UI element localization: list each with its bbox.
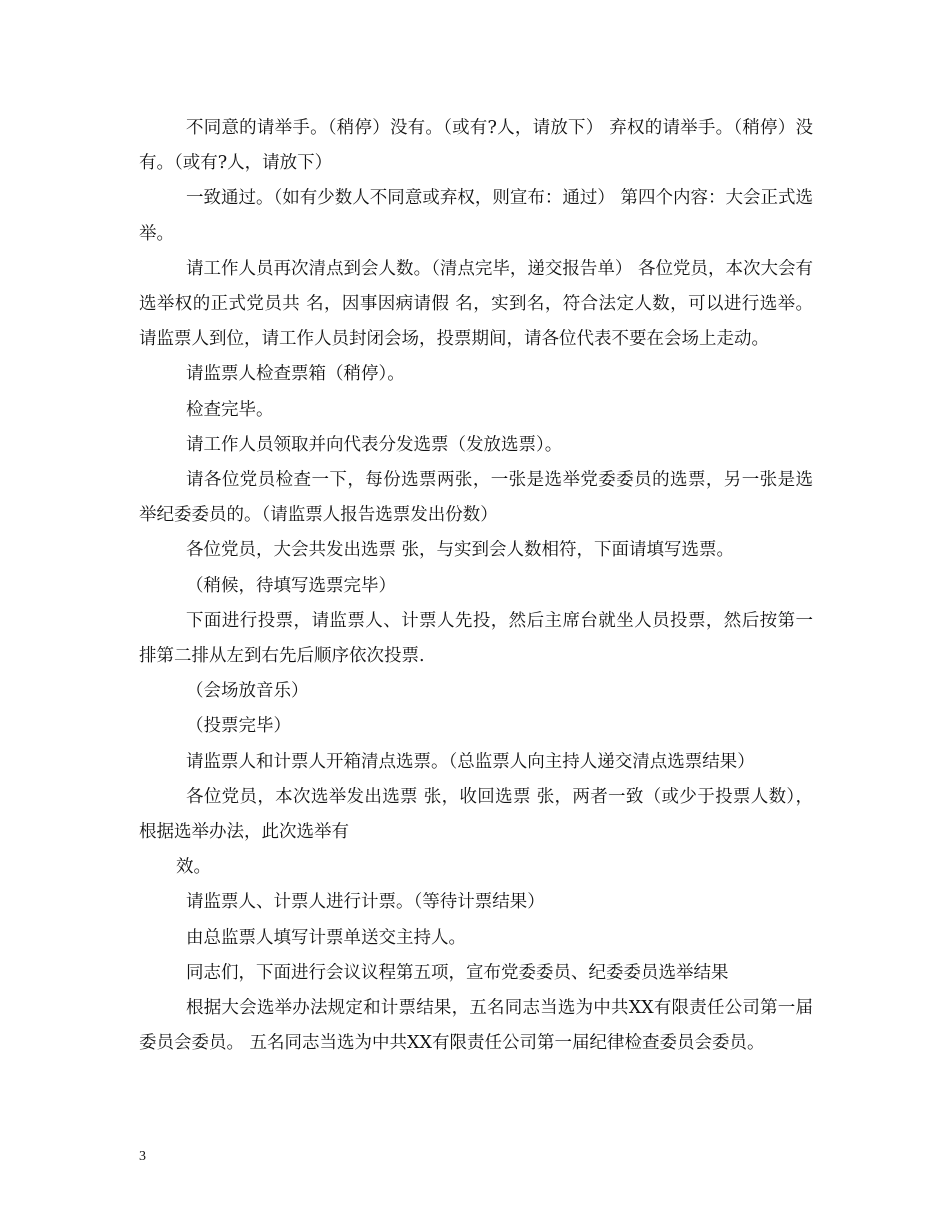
paragraph-9: （稍候，待填写选票完毕）	[186, 575, 396, 596]
paragraph-11: （会场放音乐）	[186, 681, 309, 702]
paragraph-13: 请监票人和计票人开箱清点选票。（总监票人向主持人递交清点选票结果）	[186, 751, 755, 772]
paragraph-12: （投票完毕）	[186, 716, 291, 737]
paragraph-7: 请各位党员检查一下，每份选票两张，一张是选举党委委员的选票，另一张是选举纪委委员的。（请监票人报告选票发出份数）	[139, 470, 813, 526]
paragraph-18: 同志们，下面进行会议议程第五项，宣布党委委员、纪委委员选举结果	[186, 962, 729, 983]
paragraph-6: 请工作人员领取并向代表分发选票（发放选票）。	[186, 434, 563, 455]
paragraph-10: 下面进行投票，请监票人、计票人先投，然后主席台就坐人员投票，然后按第一排第二排从左到右先后顺序依次投票.	[139, 610, 813, 667]
paragraph-19: 根据大会选举办法规定和计票结果，五名同志当选为中共XX有限责任公司第一届委员会委员。 五名同志当选为中共XX有限责任公司第一届纪律检查委员会委员。	[139, 998, 813, 1054]
paragraph-4: 请监票人检查票箱（稍停）。	[186, 364, 405, 385]
paragraph-8: 各位党员，大会共发出选票 张，与实到会人数相符，下面请填写选票。	[186, 540, 735, 561]
paragraph-15: 效。	[176, 857, 211, 878]
paragraph-3: 请工作人员再次清点到会人数。（清点完毕，递交报告单） 各位党员，本次大会有选举权的正式党员共 名，因事因病请假 名，实到名，符合法定人数，可以进行选举。请监票人到位，请工作人员封闭会场，投票期间，请各位代表不要在会场上走动。	[139, 258, 813, 350]
paragraph-14: 各位党员，本次选举发出选票 张，收回选票 张，两者一致（或少于投票人数），根据选举办法，此次选举有	[139, 786, 813, 843]
paragraph-1: 不同意的请举手。（稍停）没有。（或有?人，请放下） 弃权的请举手。（稍停）没有。（或有?人，请放下）	[139, 118, 813, 174]
paragraph-2: 一致通过。（如有少数人不同意或弃权，则宣布：通过） 第四个内容：大会正式选举。	[139, 188, 813, 244]
paragraph-17: 由总监票人填写计票单送交主持人。	[186, 927, 466, 948]
paragraph-16: 请监票人、计票人进行计票。（等待计票结果）	[186, 892, 545, 913]
paragraph-5: 检查完毕。	[186, 399, 274, 420]
document-body	[139, 111, 813, 1061]
page-number: 3	[139, 1149, 146, 1164]
